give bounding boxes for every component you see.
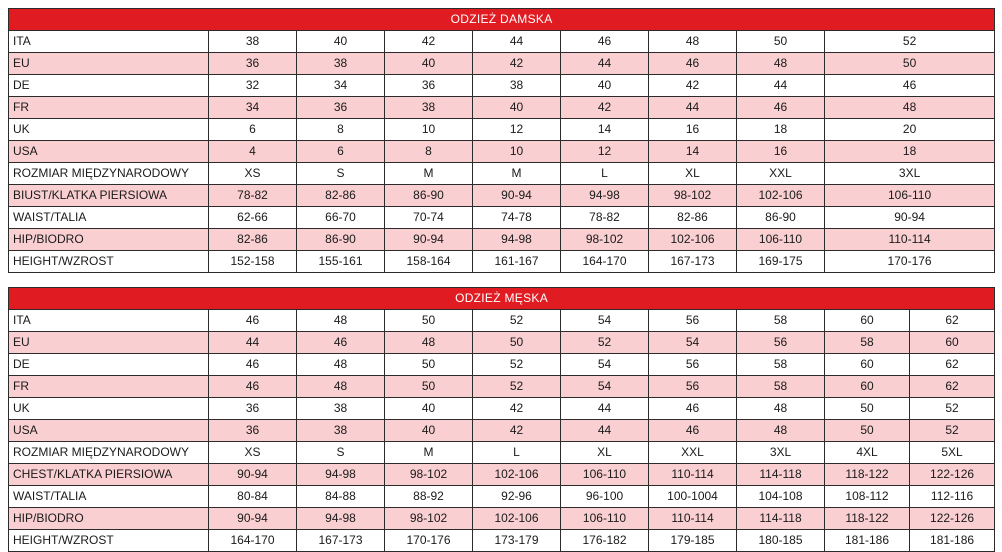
- cell-value: 180-185: [737, 530, 825, 552]
- table-row: [9, 376, 995, 398]
- cell-value: 3XL: [737, 442, 825, 464]
- womens-section-title: ODZIEŻ DAMSKA: [9, 9, 995, 31]
- table-row: [9, 530, 995, 552]
- cell-value: 48: [385, 332, 473, 354]
- cell-value: 38: [473, 75, 561, 97]
- table-row: [9, 251, 995, 273]
- cell-value: 50: [385, 354, 473, 376]
- cell-value: 50: [385, 310, 473, 332]
- cell-value: 66-70: [297, 207, 385, 229]
- cell-value: 34: [209, 97, 297, 119]
- row-label-ita-women: ITA: [9, 31, 209, 53]
- cell-value: 10: [473, 141, 561, 163]
- cell-value: 167-173: [649, 251, 737, 273]
- cell-value: 52: [473, 376, 561, 398]
- cell-value: 50: [825, 53, 995, 75]
- table-row: [9, 185, 995, 207]
- table-row: [9, 354, 995, 376]
- table-row: [9, 119, 995, 141]
- row-label-ita-men: ITA: [9, 310, 209, 332]
- cell-value: 98-102: [385, 508, 473, 530]
- cell-value: 74-78: [473, 207, 561, 229]
- cell-value: 102-106: [737, 185, 825, 207]
- cell-value: 58: [737, 310, 825, 332]
- cell-value: M: [385, 163, 473, 185]
- cell-value: 3XL: [825, 163, 995, 185]
- cell-value: 58: [737, 354, 825, 376]
- cell-value: 48: [825, 97, 995, 119]
- cell-value: 18: [825, 141, 995, 163]
- table-row: [9, 163, 995, 185]
- table-row: [9, 398, 995, 420]
- cell-value: 179-185: [649, 530, 737, 552]
- cell-value: 90-94: [825, 207, 995, 229]
- cell-value: 152-158: [209, 251, 297, 273]
- cell-value: 46: [209, 354, 297, 376]
- cell-value: 92-96: [473, 486, 561, 508]
- cell-value: 16: [649, 119, 737, 141]
- womens-table-title-row: [9, 9, 995, 31]
- cell-value: 4XL: [825, 442, 910, 464]
- mens-table-body: [9, 288, 995, 552]
- cell-value: 108-112: [825, 486, 910, 508]
- cell-value: 110-114: [649, 464, 737, 486]
- cell-value: 44: [737, 75, 825, 97]
- cell-value: 60: [825, 376, 910, 398]
- cell-value: 118-122: [825, 464, 910, 486]
- cell-value: 98-102: [385, 464, 473, 486]
- womens-table-body: [9, 9, 995, 273]
- cell-value: 36: [297, 97, 385, 119]
- cell-value: 48: [737, 398, 825, 420]
- cell-value: 16: [737, 141, 825, 163]
- cell-value: 38: [297, 420, 385, 442]
- cell-value: 90-94: [473, 185, 561, 207]
- cell-value: 106-110: [737, 229, 825, 251]
- cell-value: 90-94: [209, 464, 297, 486]
- cell-value: M: [385, 442, 473, 464]
- cell-value: 161-167: [473, 251, 561, 273]
- mens-section-title: ODZIEŻ MĘSKA: [9, 288, 995, 310]
- table-row: [9, 332, 995, 354]
- cell-value: 42: [473, 420, 561, 442]
- cell-value: 46: [825, 75, 995, 97]
- cell-value: XL: [561, 442, 649, 464]
- cell-value: 94-98: [297, 508, 385, 530]
- cell-value: 42: [385, 31, 473, 53]
- cell-value: 102-106: [649, 229, 737, 251]
- cell-value: 54: [561, 310, 649, 332]
- table-row: [9, 75, 995, 97]
- cell-value: S: [297, 163, 385, 185]
- mens-table-title-row: [9, 288, 995, 310]
- cell-value: 56: [649, 354, 737, 376]
- cell-value: 54: [561, 376, 649, 398]
- row-label-usa-men: USA: [9, 420, 209, 442]
- cell-value: 60: [825, 310, 910, 332]
- cell-value: 36: [209, 53, 297, 75]
- cell-value: 102-106: [473, 508, 561, 530]
- cell-value: 46: [649, 420, 737, 442]
- cell-value: 42: [649, 75, 737, 97]
- row-label-hip-women: HIP/BIODRO: [9, 229, 209, 251]
- row-label-de-men: DE: [9, 354, 209, 376]
- cell-value: 98-102: [649, 185, 737, 207]
- cell-value: 8: [385, 141, 473, 163]
- table-row: [9, 420, 995, 442]
- cell-value: 44: [561, 53, 649, 75]
- cell-value: 46: [649, 398, 737, 420]
- cell-value: 70-74: [385, 207, 473, 229]
- table-separator: [8, 273, 994, 287]
- cell-value: 40: [385, 53, 473, 75]
- cell-value: 82-86: [649, 207, 737, 229]
- cell-value: 84-88: [297, 486, 385, 508]
- cell-value: 40: [561, 75, 649, 97]
- cell-value: 60: [910, 332, 995, 354]
- row-label-usa-women: USA: [9, 141, 209, 163]
- cell-value: 18: [737, 119, 825, 141]
- cell-value: 62: [910, 310, 995, 332]
- cell-value: 54: [649, 332, 737, 354]
- table-row: [9, 31, 995, 53]
- table-row: [9, 53, 995, 75]
- table-row: [9, 310, 995, 332]
- cell-value: 10: [385, 119, 473, 141]
- cell-value: 90-94: [385, 229, 473, 251]
- cell-value: 114-118: [737, 508, 825, 530]
- cell-value: 164-170: [561, 251, 649, 273]
- row-label-international-men: ROZMIAR MIĘDZYNARODOWY: [9, 442, 209, 464]
- cell-value: 181-186: [910, 530, 995, 552]
- cell-value: 82-86: [209, 229, 297, 251]
- cell-value: 155-161: [297, 251, 385, 273]
- cell-value: 42: [473, 398, 561, 420]
- cell-value: 48: [737, 420, 825, 442]
- cell-value: 46: [649, 53, 737, 75]
- row-label-height-men: HEIGHT/WZROST: [9, 530, 209, 552]
- cell-value: 52: [473, 354, 561, 376]
- cell-value: 102-106: [473, 464, 561, 486]
- cell-value: XS: [209, 442, 297, 464]
- cell-value: 44: [209, 332, 297, 354]
- row-label-fr-men: FR: [9, 376, 209, 398]
- cell-value: 34: [297, 75, 385, 97]
- cell-value: 46: [209, 376, 297, 398]
- cell-value: 48: [297, 310, 385, 332]
- cell-value: 38: [297, 53, 385, 75]
- cell-value: 46: [297, 332, 385, 354]
- cell-value: 5XL: [910, 442, 995, 464]
- cell-value: 118-122: [825, 508, 910, 530]
- cell-value: 158-164: [385, 251, 473, 273]
- mens-size-table: [8, 287, 995, 552]
- cell-value: 52: [473, 310, 561, 332]
- cell-value: 48: [297, 354, 385, 376]
- cell-value: 56: [649, 376, 737, 398]
- cell-value: S: [297, 442, 385, 464]
- cell-value: 36: [385, 75, 473, 97]
- cell-value: 42: [473, 53, 561, 75]
- cell-value: 44: [561, 420, 649, 442]
- cell-value: 44: [649, 97, 737, 119]
- cell-value: 169-175: [737, 251, 825, 273]
- cell-value: 100-1004: [649, 486, 737, 508]
- cell-value: 50: [825, 398, 910, 420]
- cell-value: 110-114: [649, 508, 737, 530]
- row-label-eu-women: EU: [9, 53, 209, 75]
- cell-value: 86-90: [737, 207, 825, 229]
- table-row: [9, 207, 995, 229]
- cell-value: 52: [910, 420, 995, 442]
- cell-value: 170-176: [825, 251, 995, 273]
- cell-value: 60: [825, 354, 910, 376]
- cell-value: 40: [385, 398, 473, 420]
- cell-value: 56: [737, 332, 825, 354]
- cell-value: 78-82: [209, 185, 297, 207]
- cell-value: XS: [209, 163, 297, 185]
- cell-value: 170-176: [385, 530, 473, 552]
- row-label-fr-women: FR: [9, 97, 209, 119]
- cell-value: 52: [561, 332, 649, 354]
- cell-value: 94-98: [561, 185, 649, 207]
- cell-value: 44: [561, 398, 649, 420]
- cell-value: L: [561, 163, 649, 185]
- table-row: [9, 508, 995, 530]
- row-label-eu-men: EU: [9, 332, 209, 354]
- cell-value: 110-114: [825, 229, 995, 251]
- cell-value: 94-98: [297, 464, 385, 486]
- cell-value: 173-179: [473, 530, 561, 552]
- table-row: [9, 229, 995, 251]
- cell-value: XL: [649, 163, 737, 185]
- cell-value: 94-98: [473, 229, 561, 251]
- row-label-chest-men: CHEST/KLATKA PIERSIOWA: [9, 464, 209, 486]
- row-label-international-women: ROZMIAR MIĘDZYNARODOWY: [9, 163, 209, 185]
- cell-value: 12: [561, 141, 649, 163]
- cell-value: 12: [473, 119, 561, 141]
- cell-value: 50: [473, 332, 561, 354]
- table-row: [9, 141, 995, 163]
- cell-value: 56: [649, 310, 737, 332]
- cell-value: 46: [737, 97, 825, 119]
- cell-value: 181-186: [825, 530, 910, 552]
- cell-value: 46: [561, 31, 649, 53]
- cell-value: 62-66: [209, 207, 297, 229]
- cell-value: 96-100: [561, 486, 649, 508]
- cell-value: 38: [385, 97, 473, 119]
- cell-value: 40: [473, 97, 561, 119]
- cell-value: 32: [209, 75, 297, 97]
- cell-value: L: [473, 442, 561, 464]
- cell-value: 52: [825, 31, 995, 53]
- cell-value: 48: [297, 376, 385, 398]
- cell-value: 46: [209, 310, 297, 332]
- cell-value: 36: [209, 398, 297, 420]
- cell-value: 90-94: [209, 508, 297, 530]
- cell-value: 36: [209, 420, 297, 442]
- cell-value: 50: [737, 31, 825, 53]
- cell-value: 38: [297, 398, 385, 420]
- cell-value: 164-170: [209, 530, 297, 552]
- cell-value: 14: [649, 141, 737, 163]
- cell-value: 6: [209, 119, 297, 141]
- cell-value: XXL: [737, 163, 825, 185]
- cell-value: 14: [561, 119, 649, 141]
- cell-value: 104-108: [737, 486, 825, 508]
- cell-value: 82-86: [297, 185, 385, 207]
- cell-value: 52: [910, 398, 995, 420]
- cell-value: 86-90: [297, 229, 385, 251]
- table-row: [9, 97, 995, 119]
- cell-value: 176-182: [561, 530, 649, 552]
- cell-value: 112-116: [910, 486, 995, 508]
- cell-value: 40: [297, 31, 385, 53]
- cell-value: 6: [297, 141, 385, 163]
- table-row: [9, 464, 995, 486]
- row-label-bust-women: BIUST/KLATKA PIERSIOWA: [9, 185, 209, 207]
- row-label-de-women: DE: [9, 75, 209, 97]
- cell-value: 50: [385, 376, 473, 398]
- cell-value: 38: [209, 31, 297, 53]
- cell-value: 58: [737, 376, 825, 398]
- cell-value: 167-173: [297, 530, 385, 552]
- table-row: [9, 486, 995, 508]
- cell-value: XXL: [649, 442, 737, 464]
- cell-value: 40: [385, 420, 473, 442]
- womens-size-table: [8, 8, 995, 273]
- cell-value: 114-118: [737, 464, 825, 486]
- cell-value: 106-110: [561, 464, 649, 486]
- cell-value: 20: [825, 119, 995, 141]
- cell-value: 78-82: [561, 207, 649, 229]
- table-row: [9, 442, 995, 464]
- cell-value: 122-126: [910, 508, 995, 530]
- cell-value: 106-110: [561, 508, 649, 530]
- cell-value: 8: [297, 119, 385, 141]
- row-label-uk-women: UK: [9, 119, 209, 141]
- cell-value: 4: [209, 141, 297, 163]
- row-label-hip-men: HIP/BIODRO: [9, 508, 209, 530]
- cell-value: 80-84: [209, 486, 297, 508]
- cell-value: 88-92: [385, 486, 473, 508]
- cell-value: 44: [473, 31, 561, 53]
- cell-value: M: [473, 163, 561, 185]
- cell-value: 98-102: [561, 229, 649, 251]
- row-label-waist-men: WAIST/TALIA: [9, 486, 209, 508]
- row-label-uk-men: UK: [9, 398, 209, 420]
- cell-value: 122-126: [910, 464, 995, 486]
- cell-value: 62: [910, 376, 995, 398]
- cell-value: 54: [561, 354, 649, 376]
- cell-value: 106-110: [825, 185, 995, 207]
- cell-value: 58: [825, 332, 910, 354]
- cell-value: 86-90: [385, 185, 473, 207]
- cell-value: 42: [561, 97, 649, 119]
- cell-value: 48: [737, 53, 825, 75]
- cell-value: 50: [825, 420, 910, 442]
- cell-value: 62: [910, 354, 995, 376]
- row-label-height-women: HEIGHT/WZROST: [9, 251, 209, 273]
- row-label-waist-women: WAIST/TALIA: [9, 207, 209, 229]
- cell-value: 48: [649, 31, 737, 53]
